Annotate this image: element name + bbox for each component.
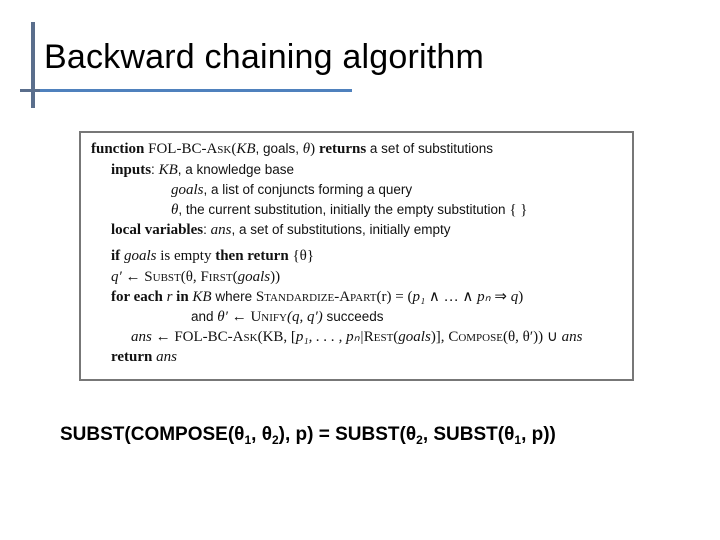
algo-line-for-each (111, 289, 523, 305)
keyword-local-variables: local variables (111, 222, 204, 238)
succeeds-text: succeeds (322, 309, 384, 324)
keyword-inputs: inputs (111, 162, 152, 178)
algo-line-theta (171, 202, 527, 218)
eq-part-1: SUBST(COMPOSE(θ (60, 424, 245, 445)
keyword-returns: returns (318, 141, 367, 157)
var-r: r (166, 289, 173, 305)
kb-description: , a knowledge base (177, 162, 295, 177)
var-q: q (510, 289, 519, 305)
algo-line-ans-update (131, 329, 582, 345)
var-p1: p₁ (412, 289, 426, 305)
is-empty-text: is empty (156, 248, 216, 264)
algorithm-figure (79, 131, 634, 381)
function-name: FOL-BC-Ask (148, 141, 232, 157)
unify-arrow: ← (227, 309, 251, 325)
locals-colon: : (203, 222, 207, 237)
paren-close: ) (310, 141, 316, 157)
implies-symbol: ⇒ (490, 289, 511, 305)
eq-sub-2: 2 (271, 433, 279, 447)
algo-line-goals (171, 182, 412, 198)
fn-first: First (200, 269, 233, 285)
rest-close: )], (430, 329, 449, 345)
inputs-colon: : (151, 162, 155, 177)
ans-description: , a set of substitutions, initially empty (231, 222, 451, 237)
keyword-for-each: for each (111, 289, 163, 305)
eq-sub-4: 1 (514, 433, 522, 447)
eq-sub-1: 1 (244, 433, 252, 447)
eq-sub-3: 2 (416, 433, 423, 447)
eq-part-4: , SUBST(θ (422, 424, 515, 445)
standardize-close: ) (518, 289, 524, 305)
fn-fol-bc-ask-recursive: FOL-BC-Ask (174, 329, 258, 345)
var-kb-for: KB (192, 289, 212, 305)
slide-title: Backward chaining algorithm (44, 38, 485, 76)
var-ans: ans (210, 222, 232, 238)
unify-args: (q, q′) (286, 309, 323, 325)
var-goals-first: goals (237, 269, 271, 285)
arg-goals: , goals, (255, 141, 303, 156)
assign-arrow: ← (121, 269, 145, 285)
title-underline-accent (20, 89, 40, 92)
first-paren-open: ( (232, 269, 238, 285)
paren-open: ( (231, 141, 237, 157)
eq-part-5: , p)) (521, 424, 556, 445)
arg-kb: KB (236, 141, 256, 157)
title-underline (20, 89, 352, 92)
eq-part-2: , θ (251, 424, 272, 445)
var-goals-if: goals (123, 248, 157, 264)
fn-rest: Rest (363, 329, 394, 345)
keyword-if: if (111, 248, 121, 264)
var-theta: θ (171, 202, 179, 218)
algo-line-unify (191, 309, 384, 325)
and-text: and (191, 309, 218, 324)
keyword-return: return (111, 349, 153, 365)
keyword-function: function (91, 141, 145, 157)
goals-description: , a list of conjuncts forming a query (203, 182, 413, 197)
arg-theta: θ (302, 141, 311, 157)
recursive-args: p₁, . . . , pₙ| (295, 329, 364, 345)
subst-args-open: (θ, (180, 269, 201, 285)
where-text: where (211, 289, 256, 304)
composition-equation (60, 424, 556, 447)
var-ans-union: ans (561, 329, 583, 345)
algo-line-subst (111, 269, 280, 285)
var-goals: goals (171, 182, 204, 198)
empty-braces: { } (509, 202, 528, 218)
ans-arrow: ← (151, 329, 175, 345)
var-ans-return: ans (156, 349, 177, 365)
algo-line-signature (91, 141, 493, 157)
var-q-prime: q′ (111, 269, 122, 285)
keyword-in: in (172, 289, 193, 305)
var-theta-prime: θ′ (217, 309, 228, 325)
fn-subst: Subst (144, 269, 181, 285)
algo-line-inputs (111, 162, 294, 178)
algo-line-return (111, 349, 177, 365)
fn-unify: Unify (250, 309, 287, 325)
eq-part-3: ), p) = SUBST(θ (278, 424, 417, 445)
var-pn: pₙ (477, 289, 491, 305)
subst-args-close: )) (270, 269, 281, 285)
recursive-args-open: (KB, [ (257, 329, 296, 345)
var-kb: KB (158, 162, 178, 178)
conjunction: ∧ … ∧ (425, 289, 478, 305)
algo-line-if (111, 248, 314, 264)
fn-standardize-apart: Standardize-Apart (255, 289, 377, 305)
var-ans-lhs: ans (131, 329, 152, 345)
title-vertical-rule (31, 22, 35, 108)
keyword-then-return: then return (215, 248, 289, 264)
fn-compose: Compose (448, 329, 503, 345)
returns-description: a set of substitutions (366, 141, 493, 156)
compose-args: (θ, θ′)) ∪ (502, 329, 562, 345)
result-theta-set: {θ} (292, 248, 315, 264)
algo-line-locals (111, 222, 451, 238)
standardize-args: (r) = ( (376, 289, 413, 305)
theta-description: , the current substitution, initially the empty substitution (178, 202, 506, 217)
rest-paren-open: ( (393, 329, 399, 345)
var-goals-rest: goals (398, 329, 431, 345)
